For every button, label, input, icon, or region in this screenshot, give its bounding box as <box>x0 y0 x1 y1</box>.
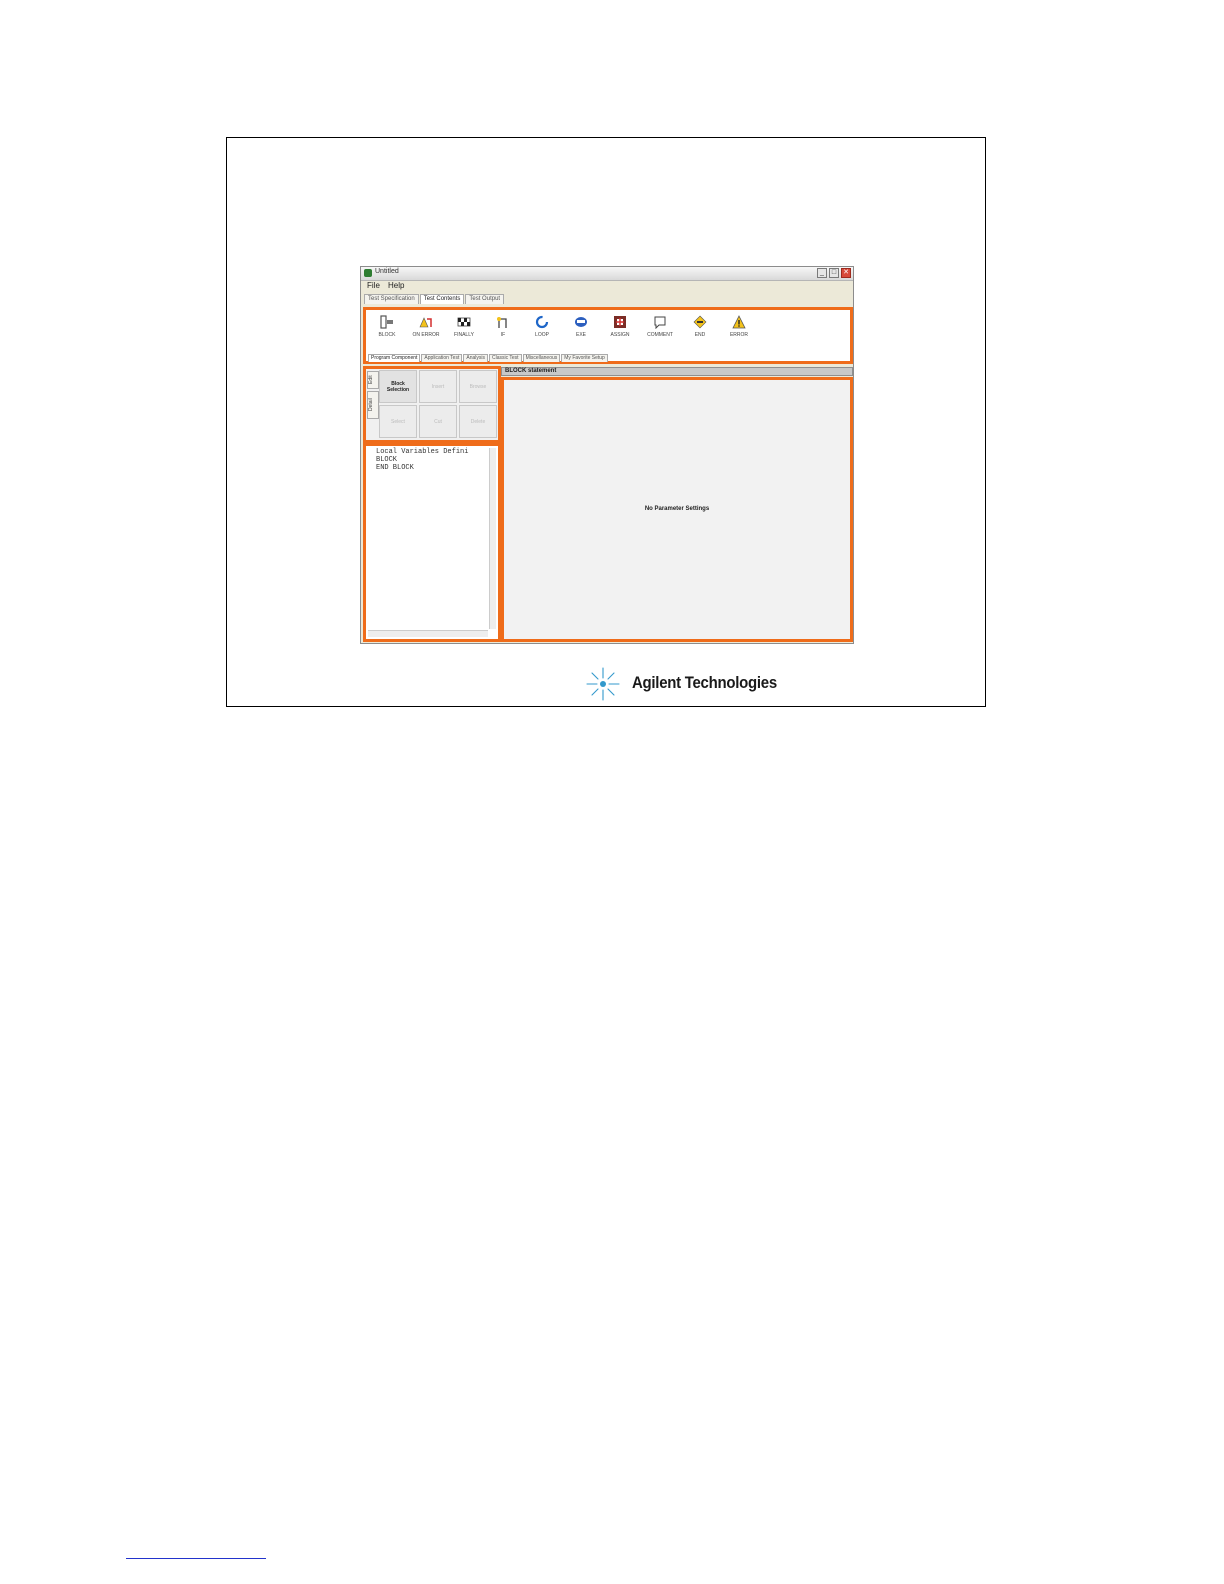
insert-button[interactable]: Insert <box>419 370 457 403</box>
tool-error[interactable] <box>721 315 757 343</box>
tool-on-error[interactable] <box>408 315 444 343</box>
parameter-message: No Parameter Settings <box>644 506 710 512</box>
assign-icon <box>613 315 627 329</box>
tool-block[interactable] <box>369 315 405 343</box>
code-line: Local Variables Defini <box>376 448 469 456</box>
code-line: BLOCK <box>376 456 398 464</box>
horizontal-scrollbar[interactable] <box>368 630 488 637</box>
on-error-icon <box>419 315 433 329</box>
tab-detail[interactable]: Detail <box>367 391 379 419</box>
tab-edit[interactable]: Edit <box>367 371 379 389</box>
app-icon <box>364 269 372 277</box>
parameter-area <box>501 377 853 642</box>
tool-label: COMMENT <box>647 332 673 338</box>
tool-label: FINALLY <box>454 332 474 338</box>
tool-exe[interactable] <box>563 315 599 343</box>
comment-icon <box>653 315 667 329</box>
end-icon <box>693 315 707 329</box>
code-view[interactable] <box>376 448 468 472</box>
tool-assign[interactable] <box>602 315 638 343</box>
loop-icon <box>535 315 549 329</box>
statement-header: BLOCK statement <box>501 367 853 376</box>
code-line: END BLOCK <box>376 464 414 472</box>
tool-label: ON ERROR <box>412 332 440 338</box>
cut-button[interactable]: Cut <box>419 405 457 438</box>
tab-test-contents[interactable]: Test Contents <box>420 294 465 304</box>
tool-end[interactable] <box>682 315 718 343</box>
logo-text: Agilent Technologies <box>632 673 777 692</box>
tool-if[interactable] <box>485 315 521 343</box>
main-tabs <box>364 294 505 304</box>
block-selection-button[interactable]: Block Selection <box>379 370 417 403</box>
finally-icon <box>457 315 471 329</box>
tool-label: BLOCK <box>378 332 396 338</box>
tool-finally[interactable] <box>446 315 482 343</box>
menu-file[interactable]: File <box>367 281 380 290</box>
close-button[interactable]: ✕ <box>841 268 851 278</box>
block-icon <box>380 315 394 329</box>
tool-loop[interactable] <box>524 315 560 343</box>
agilent-spark-icon <box>585 666 621 702</box>
statement-toolbar <box>363 307 853 364</box>
tab-classic-test[interactable]: Classic Test <box>489 354 522 362</box>
tab-application-test[interactable]: Application Test <box>421 354 462 362</box>
tab-miscellaneous[interactable]: Miscellaneous <box>523 354 561 362</box>
vertical-scrollbar[interactable] <box>489 448 496 629</box>
category-tabs <box>368 354 609 362</box>
tab-test-output[interactable]: Test Output <box>465 294 504 304</box>
code-panel <box>363 443 501 642</box>
tool-label: ASSIGN <box>610 332 630 338</box>
exe-icon <box>574 315 588 329</box>
edit-panel <box>363 366 501 443</box>
title-bar <box>361 267 853 281</box>
delete-button[interactable]: Delete <box>459 405 497 438</box>
minimize-button[interactable]: _ <box>817 268 827 278</box>
tab-my-favorite-setup[interactable]: My Favorite Setup <box>561 354 608 362</box>
menu-help[interactable]: Help <box>388 281 405 290</box>
if-icon <box>496 315 510 329</box>
tool-label: END <box>694 332 706 338</box>
maximize-button[interactable]: □ <box>829 268 839 278</box>
tool-comment[interactable] <box>642 315 678 343</box>
tab-program-component[interactable]: Program Component <box>368 354 420 362</box>
window-title: Untitled <box>375 268 399 275</box>
error-icon <box>732 315 746 329</box>
tab-test-specification[interactable]: Test Specification <box>364 294 419 304</box>
tool-label: IF <box>500 332 506 338</box>
footer-rule <box>126 1558 266 1559</box>
browse-button[interactable]: Browse <box>459 370 497 403</box>
menu-bar <box>361 281 853 292</box>
tool-label: EXE <box>575 332 586 338</box>
tool-label: ERROR <box>729 332 749 338</box>
select-button[interactable]: Select <box>379 405 417 438</box>
tool-label: LOOP <box>535 332 549 338</box>
app-window <box>360 266 854 644</box>
tab-analysis[interactable]: Analysis <box>463 354 488 362</box>
